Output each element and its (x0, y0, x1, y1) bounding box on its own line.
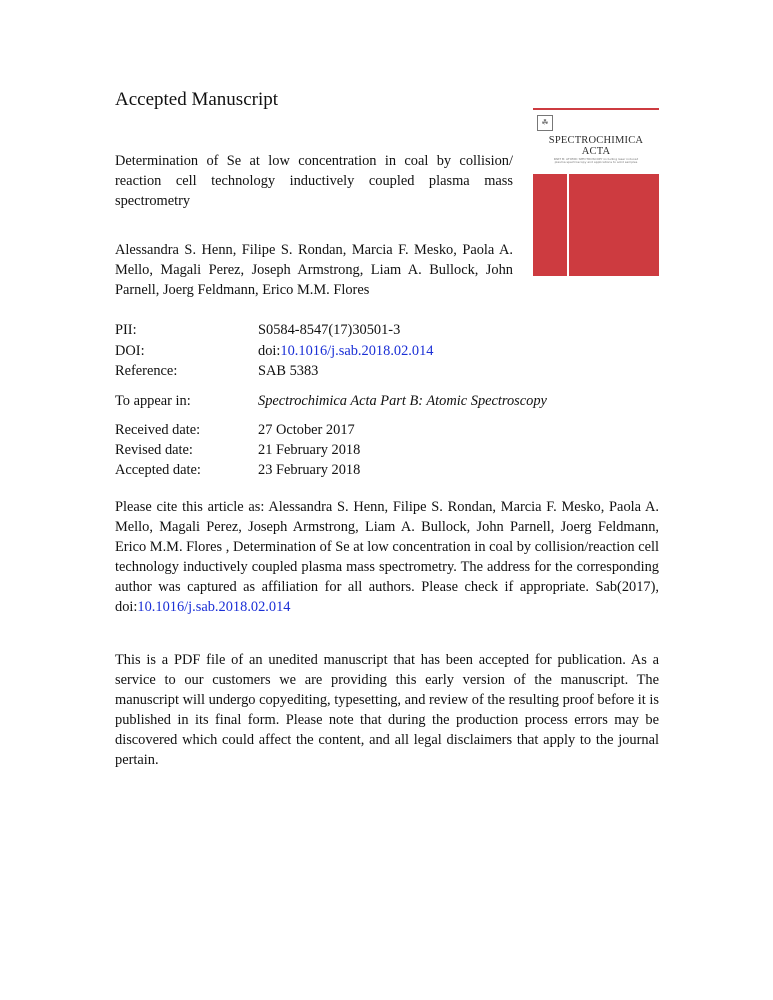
journal-cover-image (533, 108, 659, 276)
received-value: 27 October 2017 (258, 422, 355, 438)
pii-label: PII: (115, 322, 137, 338)
doi-link[interactable]: 10.1016/j.sab.2018.02.014 (280, 343, 434, 359)
reference-label: Reference: (115, 363, 178, 379)
citation-doi-link[interactable]: 10.1016/j.sab.2018.02.014 (137, 599, 291, 615)
author-list: Alessandra S. Henn, Filipe S. Rondan, Marcia F. Mesko, Paola A. Mello, Magali Perez, Joseph Armstrong, Liam A. Bullock, John Parnell, Joerg Feldmann, Erico M.M. Flores (115, 242, 513, 298)
article-title: Determination of Se at low concentration in coal by collision/ reaction cell technology inductively coupled plasma mass spectrometry (115, 153, 513, 209)
journal-name: Spectrochimica Acta Part B: Atomic Spectroscopy (258, 393, 547, 409)
cover-journal-line2: ACTA (581, 146, 611, 157)
citation-paragraph (115, 497, 659, 617)
pii-value: S0584-8547(17)30501-3 (258, 322, 401, 338)
cover-subtitle: PART B: ATOMIC SPECTROSCOPY including laser induced plasma spectroscopy and applications to solid samples (553, 157, 639, 165)
appear-label: To appear in: (115, 393, 191, 409)
accepted-value: 23 February 2018 (258, 462, 361, 478)
cover-journal-title (537, 135, 655, 157)
received-label: Received date: (115, 422, 201, 438)
accepted-label: Accepted date: (115, 462, 201, 478)
page-heading: Accepted Manuscript (115, 89, 279, 110)
doi-value (258, 341, 434, 361)
citation-text: Please cite this article as: Alessandra S. Henn, Filipe S. Rondan, Marcia F. Mesko, Paola A. Mello, Magali Perez, Joseph Armstrong, Liam A. Bullock, John Parnell, Joerg Feldmann, Erico M.M. Flores , Determination of Se at low concentration in coal by collision/reaction cell technology inductively coupled plasma mass spectrometry. The address for the corresponding author was captured as affiliation for all authors. Please check if appropriate. Sab(2017), doi: (115, 499, 659, 615)
cover-header (533, 108, 659, 174)
doi-label: DOI: (115, 343, 145, 359)
reference-value: SAB 5383 (258, 363, 319, 379)
revised-value: 21 February 2018 (258, 442, 361, 458)
publisher-logo-icon: ☘ (537, 115, 553, 131)
disclaimer-paragraph: This is a PDF file of an unedited manuscript that has been accepted for publication. As a service to our customers we are providing this early version of the manuscript. The manuscript will undergo copyediting, typesetting, and review of the resulting proof before it is published in its final form. Please note that during the production process errors may be discovered which could affect the content, and all legal disclaimers that apply to the journal pertain. (115, 652, 659, 768)
revised-label: Revised date: (115, 442, 193, 458)
doi-prefix: doi: (258, 343, 281, 359)
cover-decorative-line (567, 174, 569, 276)
cover-journal-line1: SPECTROCHIMICA (548, 135, 644, 146)
